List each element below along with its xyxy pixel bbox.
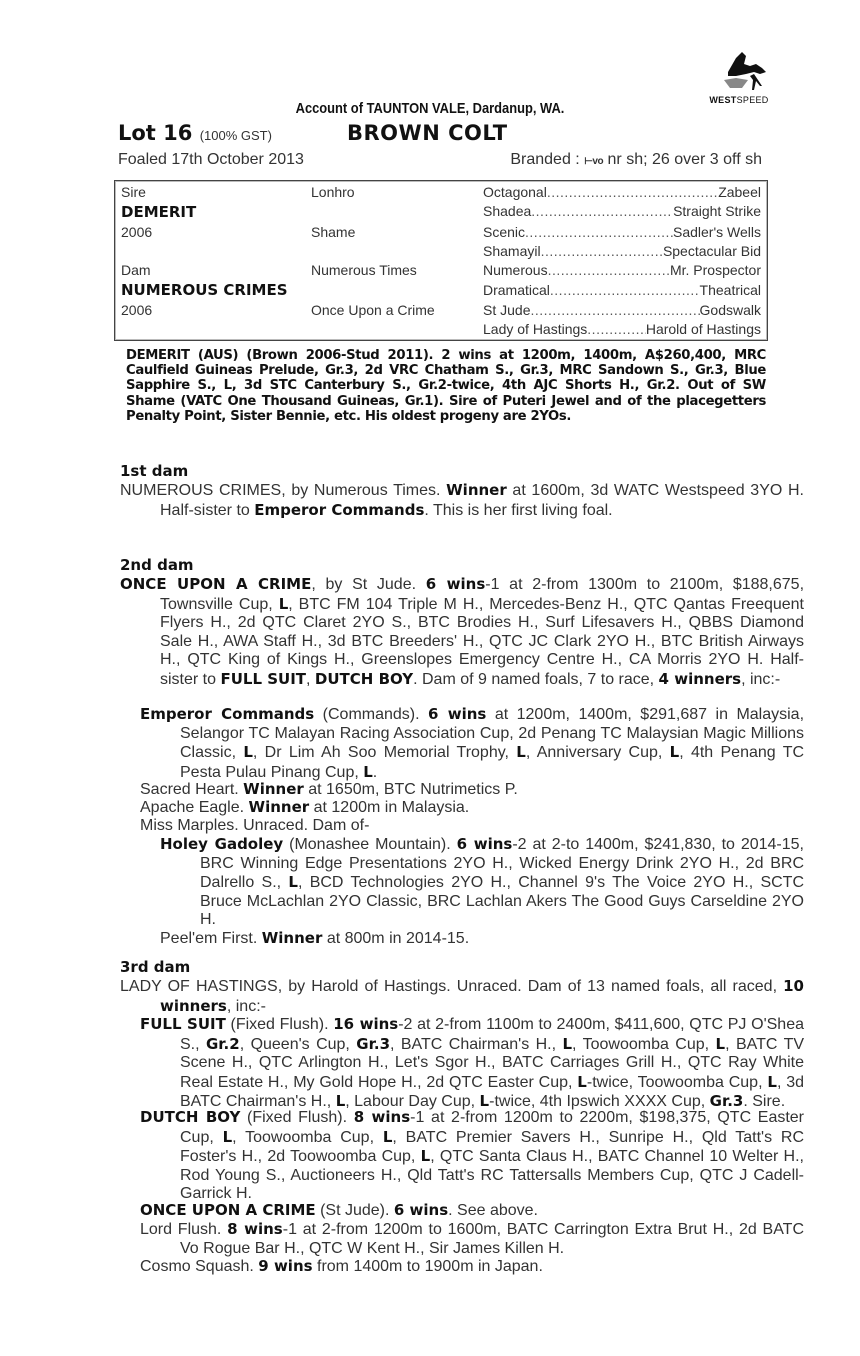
- pedigree-table: [114, 180, 768, 341]
- ancestor-row: Shadea ..... Straight Strike: [483, 203, 761, 219]
- ancestor-row: Lady of Hastings ..... Harold of Hastings: [483, 321, 761, 337]
- progeny-apache-eagle: Apache Eagle. Winner at 1200m in Malaysia.: [140, 798, 470, 816]
- ancestor-row: Scenic ..... Sadler's Wells: [483, 224, 761, 240]
- progeny-sacred-heart: Sacred Heart. Winner at 1650m, BTC Nutrimetics P.: [140, 780, 518, 798]
- ancestor-row: Dramatical ..... Theatrical: [483, 282, 761, 298]
- grandprogeny-holey-gadoley: Holey Gadoley (Monashee Mountain). 6 wins-2 at 2-to 1400m, $241,830, to 2014-15, BRC Winning Edge Presentations 2YO H., Wicked Energy Drink 2YO H., 2d BRC Dalrello S., L, BCD Technologies 2YO H., Channel 9's The Voice 2YO H., SCTC Bruce McLachlan 2YO Classic, BRC Lachlan Akers The Good Guys Carseldine 2YO H.: [160, 835, 805, 929]
- ancestor-row: Octagonal ..... Zabeel: [483, 184, 761, 200]
- second-dam-heading: 2nd dam: [120, 556, 194, 574]
- foaled-date: Foaled 17th October 2013: [118, 151, 304, 168]
- westspeed-horse-logo-icon: [706, 50, 772, 94]
- dam-label: Dam: [121, 262, 151, 278]
- branded-info: Branded : ⊢vo nr sh; 26 over 3 off sh: [510, 151, 762, 168]
- first-dam-heading: 1st dam: [120, 462, 189, 480]
- lot-number: Lot 16 (100% GST): [118, 121, 272, 145]
- ancestor-row: Shamayil ..... Spectacular Bid: [483, 243, 761, 259]
- first-dam-entry: NUMEROUS CRIMES, by Numerous Times. Winner at 1600m, 3d WATC Westspeed 3YO H. Half-sister to Emperor Commands. This is her first living foal.: [120, 481, 804, 519]
- sire-sire: Lonhro: [311, 184, 355, 200]
- progeny-dutch-boy: DUTCH BOY (Fixed Flush). 8 wins-1 at 2-from 1200m to 2200m, $198,375, QTC Easter Cup, L, Toowoomba Cup, L, BATC Premier Savers H., Sunripe H., Qld Tatt's RC Foster's H., 2d Toowoomba Cup, L, QTC Santa Claus H., BATC Channel 10 Welter H., Rod Young S., Auctioneers H., Qld Tatt's RC Tattersalls Members Cup, QTC J Cadell-Garrick H.: [140, 1108, 805, 1203]
- third-dam-heading: 3rd dam: [120, 958, 191, 976]
- dam-dam: Once Upon a Crime: [311, 302, 435, 318]
- brand-name: WESTSPEED: [709, 95, 769, 105]
- horse-title: BROWN COLT: [347, 121, 508, 145]
- sire-year: 2006: [121, 224, 153, 240]
- sire-name: DEMERIT: [121, 203, 197, 221]
- progeny-once-upon-a-crime: ONCE UPON A CRIME (St Jude). 6 wins. See above.: [140, 1201, 538, 1219]
- ancestor-row: St Jude ..... Godswalk: [483, 302, 761, 318]
- vendor-account: Account of TAUNTON VALE, Dardanup, WA.: [295, 100, 565, 117]
- lot-row: [118, 121, 768, 149]
- progeny-emperor-commands: Emperor Commands (Commands). 6 wins at 1200m, 1400m, $291,687 in Malaysia, Selangor TC Malayan Racing Association Cup, 2d Penang TC Malaysian Magic Millions Classic, L, Dr Lim Ah Soo Memorial Trophy, L, Anniversary Cup, L, 4th Penang TC Pesta Pulau Pinang Cup, L.: [140, 705, 805, 781]
- second-dam-entry: ONCE UPON A CRIME, by St Jude. 6 wins-1 at 2-from 1300m to 2100m, $188,675, Townsville Cup, L, BTC FM 104 Triple M H., Mercedes-Benz H., QTC Qantas Freequent Flyers H., 2d QTC Claret 2YO S., BTC Brodies H., Surf Lifesavers H., QBBS Diamond Sale H., AWA Staff H., 3d BTC Breeders' H., QTC JC Clark 2YO H., BTC British Airways H., QTC King of Kings H., Greenslopes Emergency Centre H., CA Morris 2YO H. Half-sister to FULL SUIT, DUTCH BOY. Dam of 9 named foals, 7 to race, 4 winners, inc:-: [120, 575, 805, 688]
- third-dam-entry: LADY OF HASTINGS, by Harold of Hastings. Unraced. Dam of 13 named foals, all raced, 10 winners, inc:-: [120, 977, 804, 1015]
- sire-dam: Shame: [311, 224, 356, 240]
- progeny-cosmo-squash: Cosmo Squash. 9 wins from 1400m to 1900m in Japan.: [140, 1257, 543, 1275]
- sire-summary: DEMERIT (AUS) (Brown 2006-Stud 2011). 2 wins at 1200m, 1400m, A$260,400, MRC Caulfield Guineas Prelude, Gr.3, 2d VRC Chatham S., Gr.3, MRC Sandown S., Gr.3, Blue Sapphire S., L, 3d STC Canterbury S., Gr.2-twice, 4th AJC Shorts H., Gr.2. Out of SW Shame (VATC One Thousand Guineas, Gr.1). Sire of Puteri Jewel and of the placegetters Penalty Point, Sister Bennie, etc. His oldest progeny are 2YOs.: [126, 348, 766, 424]
- gst-note: (100% GST): [199, 128, 272, 143]
- sire-label: Sire: [121, 184, 146, 200]
- grandprogeny-peelem-first: Peel'em First. Winner at 800m in 2014-15.: [160, 929, 470, 947]
- progeny-miss-marples: Miss Marples. Unraced. Dam of-: [140, 817, 370, 834]
- progeny-full-suit: FULL SUIT (Fixed Flush). 16 wins-2 at 2-from 1100m to 2400m, $411,600, QTC PJ O'Shea S., Gr.2, Queen's Cup, Gr.3, BATC Chairman's H., L, Toowoomba Cup, L, BATC TV Scene H., QTC Arlington H., Let's Sgor H., BATC Carriages Grill H., QTC Ray White Real Estate H., My Gold Hope H., 2d QTC Easter Cup, L-twice, Toowoomba Cup, L, 3d BATC Chairman's H., L, Labour Day Cup, L-twice, 4th Ipswich XXXX Cup, Gr.3. Sire.: [140, 1015, 805, 1111]
- dam-year: 2006: [121, 302, 153, 318]
- dam-name: NUMEROUS CRIMES: [121, 281, 288, 299]
- progeny-lord-flush: Lord Flush. 8 wins-1 at 2-from 1200m to 1600m, BATC Carrington Extra Brut H., 2d BATC Vo Rogue Bar H., QTC W Kent H., Sir James Killen H.: [140, 1220, 805, 1257]
- ancestor-row: Numerous ..... Mr. Prospector: [483, 262, 761, 278]
- dam-sire: Numerous Times: [311, 262, 417, 278]
- brand-mark-icon: ⊢vo: [584, 156, 604, 167]
